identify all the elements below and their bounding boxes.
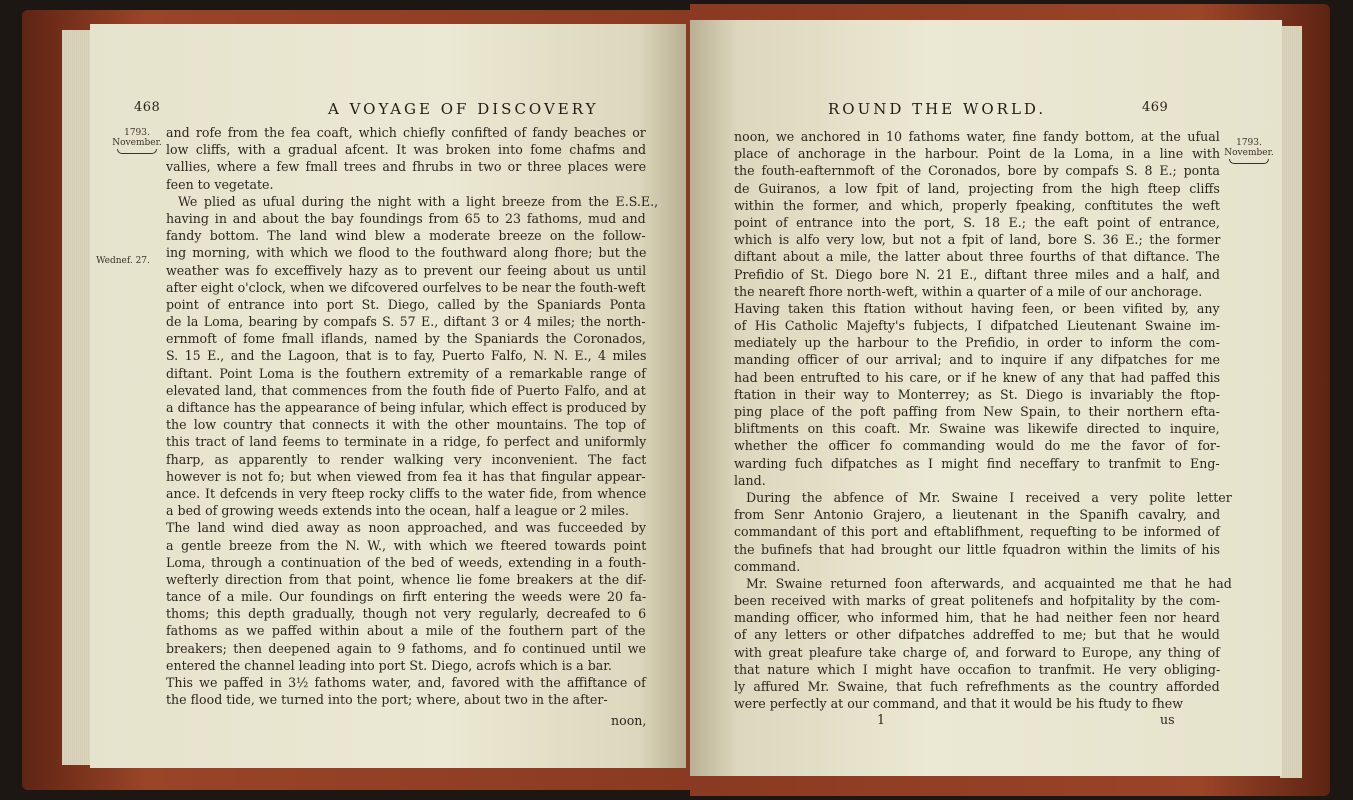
left-page xyxy=(90,24,686,768)
text-line: wefterly direction from that point, whence lie fome breakers at the dif- xyxy=(166,571,647,587)
text-line: low cliffs, with a gradual afcent. It was broken into fome chafms and xyxy=(166,142,647,158)
text-line: Prefidio of St. Diego bore N. 21 E., diftant three miles and a half, and xyxy=(734,266,1220,282)
text-line: the flood tide, we turned into the port; where, about two in the after- xyxy=(166,692,608,708)
text-line: the low country that connects it with the other mountains. The top of xyxy=(166,417,646,433)
right-page-text xyxy=(734,128,1232,712)
margin-month: November. xyxy=(112,138,162,148)
text-line: vallies, where a few fmall trees and fhrubs in two or three places were xyxy=(166,159,647,175)
text-line: Having taken this ftation without having feen, or been vifited by, any xyxy=(734,300,1220,316)
text-line: de Guiranos, a low fpit of land, projecting from the high fteep cliffs xyxy=(734,180,1220,196)
text-line: diftant. Point Loma is the fouthern extremity of a remarkable range of xyxy=(166,365,646,381)
text-line: ftation in their way to Monterrey; as St. Diego is invariably the ftop- xyxy=(734,386,1221,402)
left-page-header xyxy=(90,100,686,124)
text-line: bliftments on this coaft. Mr. Swaine was likewife directed to inquire, xyxy=(734,421,1220,437)
text-line: noon, we anchored in 10 fathoms water, fine fandy bottom, at the ufual xyxy=(734,129,1220,144)
text-line: whether the officer fo commanding would do me the favor of for- xyxy=(734,438,1221,454)
text-line: fathoms as we paffed within about a mile of the fouthern part of the xyxy=(166,623,646,639)
text-line: and rofe from the fea coaft, which chiefly confifted of fandy beaches or xyxy=(166,125,646,140)
text-line: ly affured Mr. Swaine, that fuch refrefhments as the country afforded xyxy=(734,679,1220,694)
text-line: that nature which I might have occafion to tranfmit. He very obliging- xyxy=(734,661,1221,677)
text-line: fandy bottom. The land wind blew a moderate breeze on the follow- xyxy=(166,228,646,244)
page-edges-right xyxy=(1280,26,1302,778)
text-line: having in and about the bay foundings from 65 to 23 fathoms, mud and xyxy=(166,210,646,226)
right-catchword: us xyxy=(1160,712,1175,727)
right-page-number: 469 xyxy=(1142,100,1169,115)
text-line: diftant about a mile, the latter about three fourths of that diftance. The xyxy=(734,249,1220,265)
text-line: point of entrance into port St. Diego, called by the Spaniards Ponta xyxy=(166,296,646,312)
text-line: S. 15 E., and the Lagoon, that is to fay, Puerto Falfo, N. N. E., 4 miles xyxy=(166,348,647,364)
text-line: had been entrufted to his care, or if he knew of any that had paffed this xyxy=(734,369,1221,385)
right-page-header xyxy=(690,100,1282,124)
text-line: feen to vegetate. xyxy=(166,176,274,192)
text-line: The land wind died away as noon approached, and was fucceeded by xyxy=(166,520,647,536)
text-line: command. xyxy=(734,558,801,574)
text-line: weather was fo exceffively hazy as to prevent our feeing about us until xyxy=(166,262,647,278)
text-line: which is alfo very low, but not a fpit of land, bore S. 36 E.; the former xyxy=(734,232,1221,248)
text-line: ping place of the poft paffing from New Spain, to their northern efta- xyxy=(734,404,1220,419)
text-line: of His Catholic Majefty's fubjects, I difpatched Lieutenant Swaine im- xyxy=(734,318,1221,334)
left-margin-date xyxy=(112,128,162,154)
text-line: a bed of growing weeds extends into the ocean, half a league or 2 miles. xyxy=(166,503,630,519)
text-line: ance. It defcends in very fteep rocky cliffs to the water fide, from whence xyxy=(166,485,647,501)
margin-year: 1793. xyxy=(1236,138,1262,148)
left-margin-day xyxy=(92,256,154,266)
text-line: tance of a mile. Our foundings on firft entering the weeds were 20 fa- xyxy=(166,589,647,605)
text-line: of any letters or other difpatches addreffed to me; but that he would xyxy=(734,627,1220,643)
margin-brace xyxy=(117,149,157,154)
margin-day: Wednef. 27. xyxy=(96,256,150,266)
text-line: de la Loma, bearing by compafs S. 57 E., diftant 3 or 4 miles; the north- xyxy=(166,314,646,330)
right-page xyxy=(690,20,1282,776)
margin-brace xyxy=(1229,159,1269,164)
text-line: the neareft fhore north-weft, within a quarter of a mile of our anchorage. xyxy=(734,283,1203,299)
text-line: warding fuch difpatches as I might find neceffary to tranfmit to Eng- xyxy=(734,455,1220,471)
text-line: ernmoft of fome fmall iflands, named by the Spaniards the Coronados, xyxy=(166,331,646,347)
left-catchword: noon, xyxy=(611,713,647,728)
text-line: a diftance has the appearance of being infular, which effect is produced by xyxy=(166,400,647,415)
margin-month: November. xyxy=(1224,148,1274,158)
text-line: after eight o'clock, when we difcovered ourfelves to be near the fouth-weft xyxy=(166,279,646,295)
text-line: a gentle breeze from the N. W., with which we fteered towards point xyxy=(166,537,647,553)
text-line: this tract of land feems to terminate in a ridge, fo perfect and uniformly xyxy=(166,434,647,450)
right-margin-date xyxy=(1222,138,1276,164)
text-line: manding officer of our arrival; and to inquire if any difpatches for me xyxy=(734,352,1221,368)
text-line: Mr. Swaine returned foon afterwards, and acquainted me that he had xyxy=(746,575,1232,591)
text-line: We plied as ufual during the night with a light breeze from the E.S.E., xyxy=(178,193,659,209)
text-line: with great pleafure take charge of, and forward to Europe, any thing of xyxy=(734,644,1220,660)
text-line: were perfectly at our command, and that it would be his ftudy to fhew xyxy=(734,696,1183,712)
text-line: within the former, and which, properly fpeaking, conftitutes the weft xyxy=(734,197,1220,213)
text-line: point of entrance into the port, S. 18 E.; the eaft point of entrance, xyxy=(734,214,1220,230)
text-line: During the abfence of Mr. Swaine I received a very polite letter xyxy=(746,489,1232,505)
text-line: mediately up the harbour to the Prefidio, in order to inform the com- xyxy=(734,335,1220,351)
text-line: land. xyxy=(734,472,766,488)
text-line: from Senr Antonio Grajero, a lieutenant in the Spanifh cavalry, and xyxy=(734,507,1221,523)
right-running-head: ROUND THE WORLD. xyxy=(828,100,1047,118)
left-running-head: A VOYAGE OF DISCOVERY xyxy=(328,100,599,118)
left-page-number: 468 xyxy=(134,100,161,115)
text-line: manding officer, who informed him, that he had neither feen nor heard xyxy=(734,610,1220,626)
text-line: however is not fo; but when viewed from fea it has that fingular appear- xyxy=(166,468,646,484)
text-line: commandant of this port and eftablifhment, requefting to be informed of xyxy=(734,524,1220,540)
text-line: breakers; then deepened again to 9 fathoms, and fo continued until we xyxy=(166,640,646,656)
text-line: the fouth-eafternmoft of the Coronados, bore by compafs S. 8 E.; ponta xyxy=(734,163,1220,179)
text-line: ing morning, with which we flood to the fouthward along fhore; but the xyxy=(166,245,647,261)
text-line: fharp, as apparently to render walking very inconvenient. The fact xyxy=(166,451,647,467)
text-line: the bufinefs that had brought our little fquadron within the limits of his xyxy=(734,541,1221,557)
text-line: elevated land, that commences from the fouth fide of Puerto Falfo, and at xyxy=(166,382,646,398)
text-line: Loma, through a continuation of the bed of weeds, extending in a fouth- xyxy=(166,554,647,570)
text-line: This we paffed in 3½ fathoms water, and, favored with the affiftance of xyxy=(166,675,646,690)
text-line: thoms; this depth gradually, though not very regularly, decreafed to 6 xyxy=(166,606,647,622)
text-line: been received with marks of great politenefs and hofpitality by the com- xyxy=(734,593,1221,609)
margin-year: 1793. xyxy=(124,128,150,138)
text-line: entered the channel leading into port St. Diego, acrofs which is a bar. xyxy=(166,657,612,673)
text-line: place of anchorage in the harbour. Point de la Loma, in a line with xyxy=(734,146,1221,162)
right-signature-mark: 1 xyxy=(877,712,886,727)
left-page-text xyxy=(166,124,659,708)
